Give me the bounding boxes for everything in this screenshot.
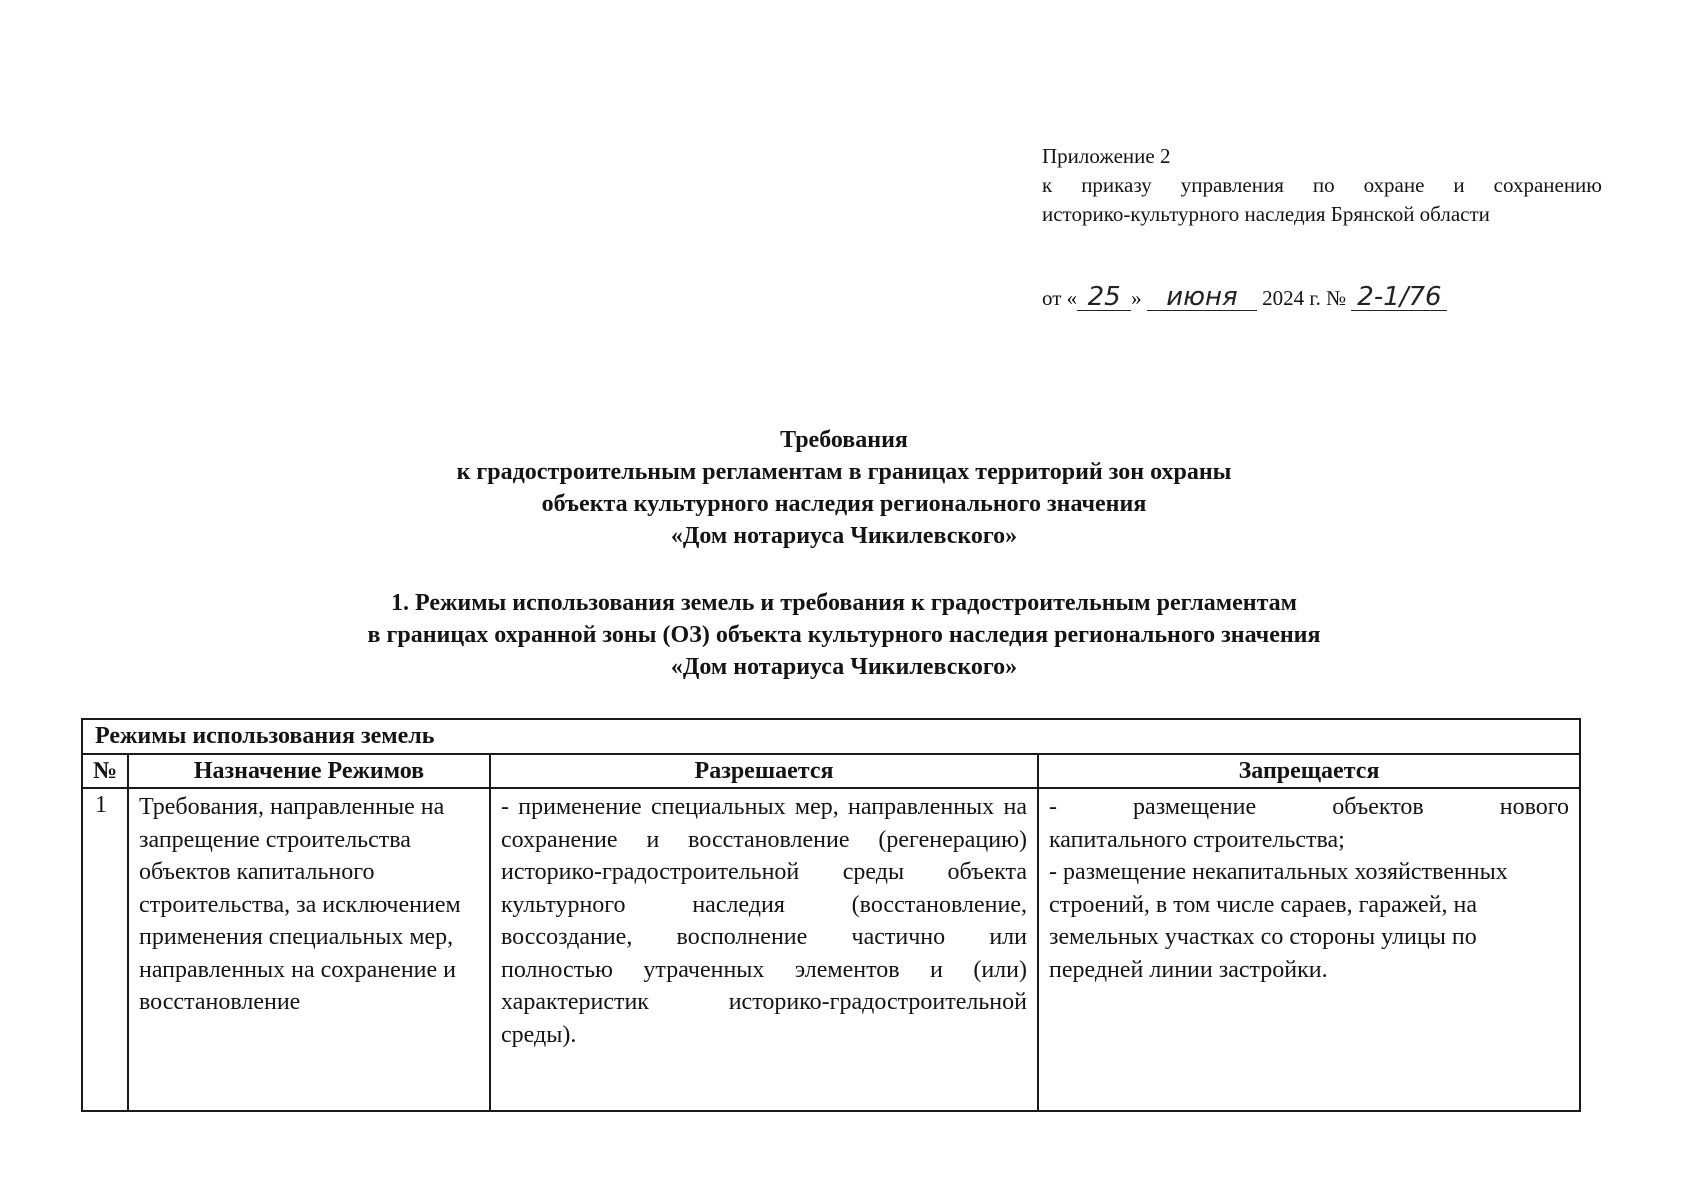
table-group-header: Режимы использования земель (82, 719, 1580, 754)
table-group-header-row (82, 719, 1580, 754)
row-number: 1 (82, 788, 128, 1111)
table-header-row (82, 754, 1580, 789)
handwritten-number: 2-1/76 (1351, 284, 1447, 311)
title-line-3: объекта культурного наследия регионального значения (541, 491, 1147, 517)
row-purpose: Требования, направленные на запрещение строительства объектов капитального строительства, за исключением применения специальных мер, направленных на сохранение и восстановление (128, 788, 490, 1111)
land-use-table (81, 718, 1581, 1112)
handwritten-day: 25 (1077, 284, 1131, 311)
order-date-line (1042, 283, 1602, 313)
date-mid: » (1131, 286, 1142, 310)
row-allowed: - применение специальных мер, направленных на сохранение и восстановление (регенерацию) историко-градостроительной среды объекта культурного наследия (восстановление, воссоздание, восполнение частично или полностью утраченных элементов и (или) характеристик историко-градостроительной среды). (490, 788, 1038, 1111)
row-forbidden (1038, 788, 1580, 1111)
appendix-order-line: к приказу управления по охране и сохранению (1042, 173, 1602, 197)
section-heading (0, 587, 1688, 683)
appendix-title: Приложение 2 (1042, 144, 1171, 168)
appendix-block (1042, 142, 1602, 229)
section-line-2: в границах охранной зоны (ОЗ) объекта культурного наследия регионального значения (367, 622, 1321, 648)
title-line-2: к градостроительным регламентам в границах территорий зон охраны (456, 459, 1232, 485)
column-header-purpose: Назначение Режимов (128, 754, 490, 789)
handwritten-month: июня (1147, 284, 1257, 311)
section-line-3: «Дом нотариуса Чикилевского» (670, 654, 1018, 680)
forbidden-item-1b: капитального строительства; (1049, 826, 1345, 853)
title-line-4: «Дом нотариуса Чикилевского» (670, 523, 1018, 549)
document-title (0, 424, 1688, 552)
date-prefix: от « (1042, 286, 1078, 310)
forbidden-item-2: - размещение некапитальных хозяйственных строений, в том числе сараев, гаражей, на земельных участках со стороны улицы по передней линии застройки. (1049, 859, 1508, 983)
section-line-1: 1. Режимы использования земель и требования к градостроительным регламентам (390, 590, 1298, 616)
table-row (82, 788, 1580, 1111)
forbidden-item-1a: - размещение объектов нового (1049, 794, 1570, 820)
appendix-authority-line: историко-культурного наследия Брянской области (1042, 202, 1490, 226)
column-header-forbidden: Запрещается (1038, 754, 1580, 789)
date-year: 2024 г. № (1262, 286, 1347, 310)
title-line-1: Требования (780, 427, 908, 453)
column-header-number: № (82, 754, 128, 789)
column-header-allowed: Разрешается (490, 754, 1038, 789)
